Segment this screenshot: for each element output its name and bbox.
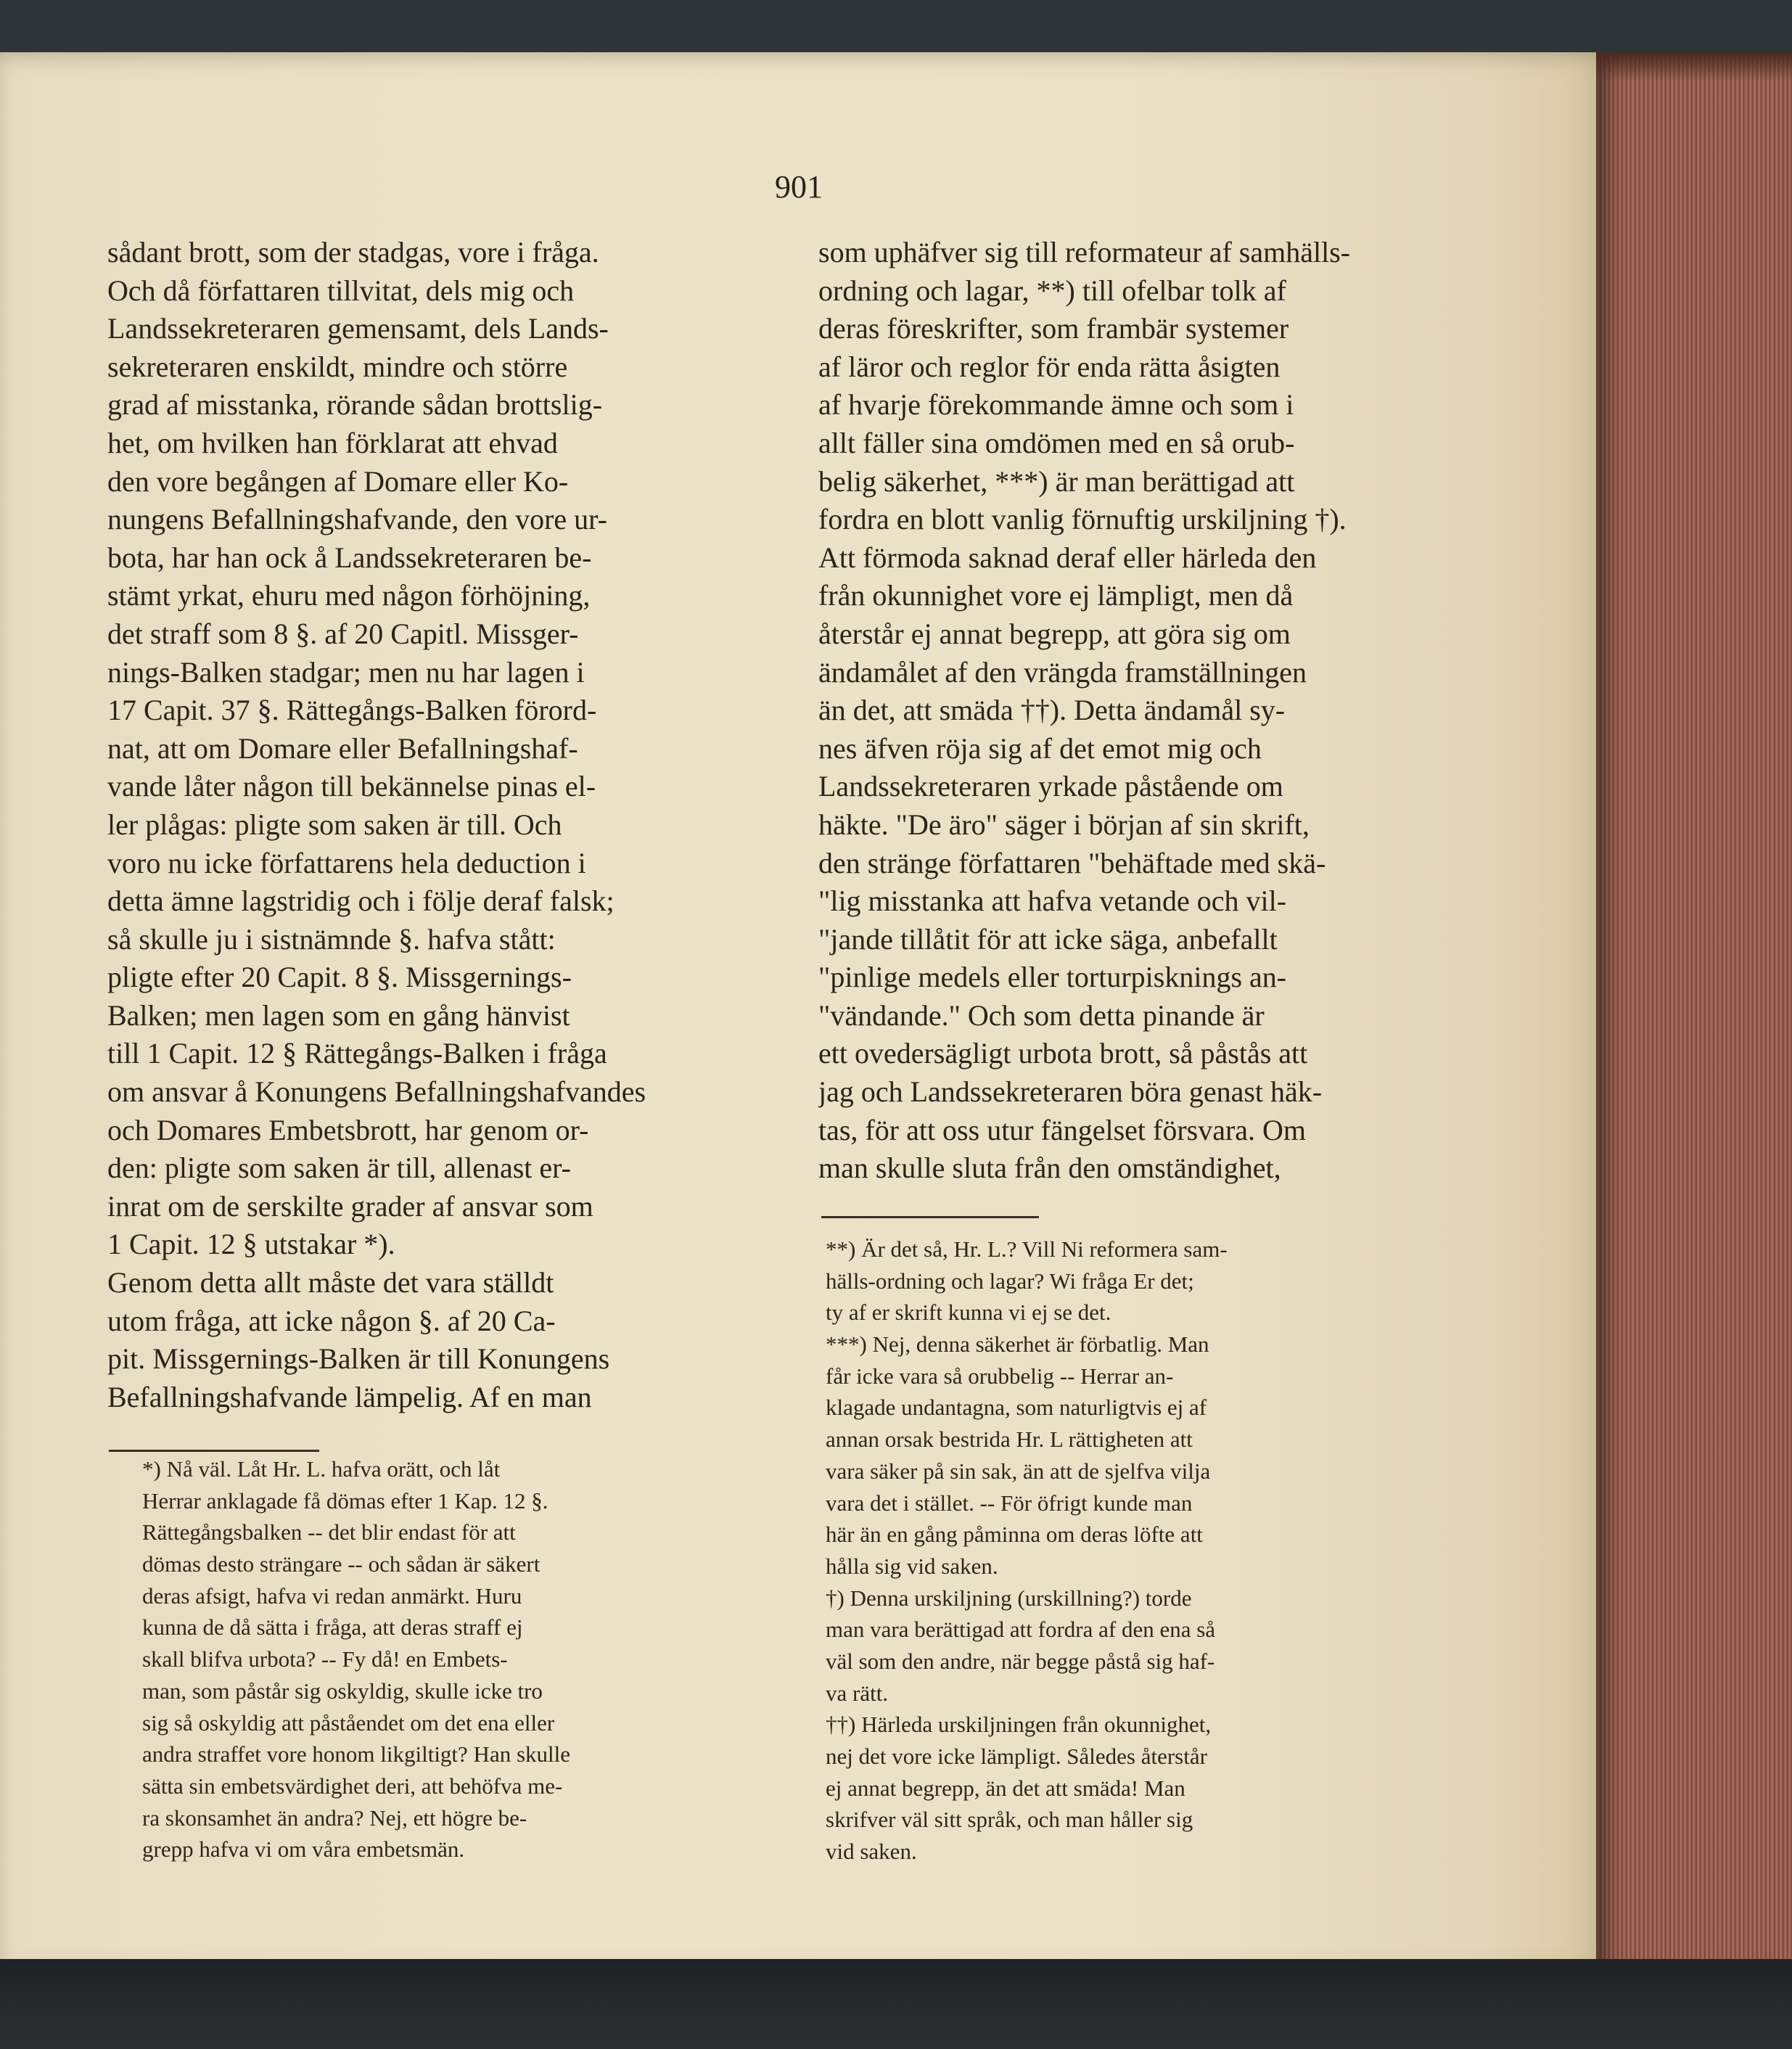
text-line: pit. Missgernings-Balken är till Konungens	[107, 1342, 610, 1376]
book-page-edges	[1596, 52, 1792, 1975]
footnote-line: †) Denna urskiljning (urskillning?) torde	[826, 1585, 1192, 1611]
text-line: om ansvar å Konungens Befallningshafvandes	[107, 1075, 646, 1109]
footnote-line: *) Nå väl. Låt Hr. L. hafva orätt, och låt	[142, 1456, 501, 1482]
footnote-line: hälls-ordning och lagar? Wi fråga Er det;	[826, 1268, 1194, 1294]
text-line: pligte efter 20 Capit. 8 §. Missgernings-	[107, 961, 572, 994]
footnote-line: ††) Härleda urskiljningen från okunnighet,	[826, 1712, 1212, 1738]
footnote-line: grepp hafva vi om våra embetsmän.	[142, 1836, 465, 1863]
text-line: "lig misstanka att hafva vetande och vil-	[818, 884, 1287, 918]
text-line: inrat om de serskilte grader af ansvar som	[107, 1189, 593, 1223]
footnote-line: dömas desto strängare -- och sådan är säkert	[142, 1551, 541, 1577]
footnote-line: Herrar anklagade få dömas efter 1 Kap. 12 §.	[142, 1487, 548, 1514]
text-line: het, om hvilken han förklarat att ehvad	[107, 426, 558, 459]
page-number: 901	[775, 169, 823, 205]
text-line: och Domares Embetsbrott, har genom or-	[107, 1113, 589, 1146]
footnote-line: nej det vore icke lämpligt. Således återstår	[826, 1744, 1207, 1769]
text-line: voro nu icke författarens hela deduction i	[107, 846, 586, 879]
text-line: så skulle ju i sistnämnde §. hafva stått:	[107, 922, 556, 956]
text-line: allt fäller sina omdömen med en så orub-	[818, 426, 1295, 459]
footnote-line: sätta sin embetsvärdighet deri, att behöfva me-	[142, 1773, 563, 1799]
footnote-line: vid saken.	[826, 1839, 917, 1865]
text-line: af hvarje förekommande ämne och som i	[818, 388, 1294, 422]
footnote-line: ej annat begrepp, än det att smäda! Man	[826, 1775, 1185, 1801]
text-line: 1 Capit. 12 § utstakar *).	[107, 1228, 395, 1261]
text-line: ett ovedersägligt urbota brott, så påstås att	[818, 1037, 1308, 1070]
book-edge-shadow	[1596, 52, 1792, 81]
text-line: Att förmoda saknad deraf eller härleda den	[818, 541, 1317, 574]
text-line: af läror och reglor för enda rätta åsigten	[818, 350, 1281, 383]
footnote-line: klagade undantagna, som naturligtvis ej af	[826, 1395, 1207, 1421]
footnote-line: **) Är det så, Hr. L.? Vill Ni reformera sam-	[826, 1236, 1228, 1262]
text-line: nings-Balken stadgar; men nu har lagen i	[107, 655, 585, 689]
text-line: häkte. "De äro" säger i början af sin skrift,	[818, 808, 1310, 841]
text-line: från okunnighet vore ej lämpligt, men då	[818, 579, 1294, 612]
text-line: "vändande." Och som detta pinande är	[818, 998, 1265, 1032]
footnote-line: kunna de då sätta i fråga, att deras straff ej	[142, 1614, 523, 1641]
text-line: detta ämne lagstridig och i följe deraf falsk;	[107, 884, 615, 918]
footnote-rule-right	[821, 1216, 1039, 1218]
text-line: utom fråga, att icke någon §. af 20 Ca-	[107, 1304, 556, 1337]
text-line: än det, att smäda ††). Detta ändamål sy-	[818, 694, 1286, 727]
footnote-line: här än en gång påminna om deras löfte att	[826, 1522, 1203, 1548]
text-line: jag och Landssekreteraren böra genast häk-	[818, 1075, 1323, 1109]
text-line: Balken; men lagen som en gång hänvist	[107, 998, 570, 1032]
footnote-line: deras afsigt, hafva vi redan anmärkt. Huru	[142, 1582, 522, 1609]
text-line: belig säkerhet, ***) är man berättigad att	[818, 464, 1295, 498]
text-line: Genom detta allt måste det vara ställdt	[107, 1266, 554, 1299]
text-line: som uphäfver sig till reformateur af samhälls-	[818, 236, 1351, 268]
text-line: ordning och lagar, **) till ofelbar tolk af	[818, 274, 1286, 307]
footnote-line: ***) Nej, denna säkerhet är förbatlig. Man	[826, 1331, 1209, 1358]
text-line: Och då författaren tillvitat, dels mig och	[107, 274, 575, 307]
text-line: nat, att om Domare eller Befallningshaf-	[107, 731, 578, 765]
footnote-line: ty af er skrift kunna vi ej se det.	[826, 1299, 1111, 1326]
footnote-line: man, som påstår sig oskyldig, skulle icke tro	[142, 1678, 543, 1704]
footnote-line: väl som den andre, när begge påstå sig haf-	[826, 1648, 1215, 1674]
footnote-line: andra straffet vore honom likgiltigt? Han skulle	[142, 1741, 570, 1767]
footnote-line: va rätt.	[826, 1680, 889, 1706]
text-line: nungens Befallningshafvande, den vore ur-	[107, 503, 607, 536]
footnote-line: sig så oskyldig att påståendet om det ena eller	[142, 1709, 555, 1736]
text-line: stämt yrkat, ehuru med någon förhöjning,	[107, 579, 591, 612]
text-line: grad af misstanka, rörande sådan brottslig-	[107, 388, 603, 422]
text-line: 17 Capit. 37 §. Rättegångs-Balken förord-	[107, 694, 597, 727]
text-line: man skulle sluta från den omständighet,	[818, 1151, 1281, 1185]
text-line: nes äfven röja sig af det emot mig och	[818, 731, 1262, 765]
footnotes-left-column	[142, 1453, 802, 1865]
text-line: det straff som 8 §. af 20 Capitl. Missger-	[107, 617, 579, 650]
text-line: "jande tillåtit för att icke säga, anbefallt	[818, 922, 1278, 956]
text-line: deras föreskrifter, som frambär systemer	[818, 312, 1289, 345]
main-text-right-column	[818, 234, 1506, 1188]
text-line: till 1 Capit. 12 § Rättegångs-Balken i fråga	[107, 1037, 607, 1070]
footnotes-right-column	[826, 1233, 1512, 1868]
footnote-line: skall blifva urbota? -- Fy då! en Embets-	[142, 1646, 508, 1672]
text-line: ändamålet af den vrängda framställningen	[818, 655, 1307, 689]
background-bottom	[0, 1959, 1792, 2049]
text-line: den: pligte som saken är till, allenast er-	[107, 1151, 572, 1185]
footnote-line: hålla sig vid saken.	[826, 1553, 998, 1579]
footnote-line: vara säker på sin sak, än att de sjelfva vilja	[826, 1458, 1211, 1484]
text-line: sådant brott, som der stadgas, vore i fråga.	[107, 236, 599, 268]
text-line: återstår ej annat begrepp, att göra sig om	[818, 617, 1291, 650]
footnote-line: Rättegångsbalken -- det blir endast för att	[142, 1519, 516, 1545]
footnote-line: får icke vara så orubbelig -- Herrar an-	[826, 1363, 1174, 1389]
text-line: sekreteraren enskildt, mindre och större	[107, 350, 568, 383]
text-line: ler plågas: pligte som saken är till. Och	[107, 808, 562, 841]
text-line: Befallningshafvande lämpelig. Af en man	[107, 1380, 592, 1413]
text-line: vande låter någon till bekännelse pinas el-	[107, 770, 596, 803]
text-line: "pinlige medels eller torturpisknings an-	[818, 961, 1287, 994]
text-line: fordra en blott vanlig förnuftig urskiljning †).	[818, 503, 1347, 536]
text-line: Landssekreteraren gemensamt, dels Lands-	[107, 312, 609, 345]
main-text-left-column	[107, 234, 794, 1416]
text-line: den stränge författaren "behäftade med skä-	[818, 846, 1326, 879]
footnote-line: skrifver väl sitt språk, och man håller sig	[826, 1807, 1193, 1833]
text-line: tas, för att oss utur fängelset försvara. Om	[818, 1113, 1307, 1146]
text-line: den vore begången af Domare eller Ko-	[107, 464, 569, 498]
footnote-rule-left	[109, 1450, 319, 1452]
footnote-line: man vara berättigad att fordra af den ena så	[826, 1617, 1216, 1643]
text-line: bota, har han ock å Landssekreteraren be-	[107, 541, 592, 574]
footnote-line: vara det i stället. -- För öfrigt kunde man	[826, 1490, 1193, 1516]
text-line: Landssekreteraren yrkade påstående om	[818, 770, 1283, 803]
footnote-line: ra skonsamhet än andra? Nej, ett högre be-	[142, 1804, 527, 1831]
footnote-line: annan orsak bestrida Hr. L rättigheten att	[826, 1426, 1193, 1453]
